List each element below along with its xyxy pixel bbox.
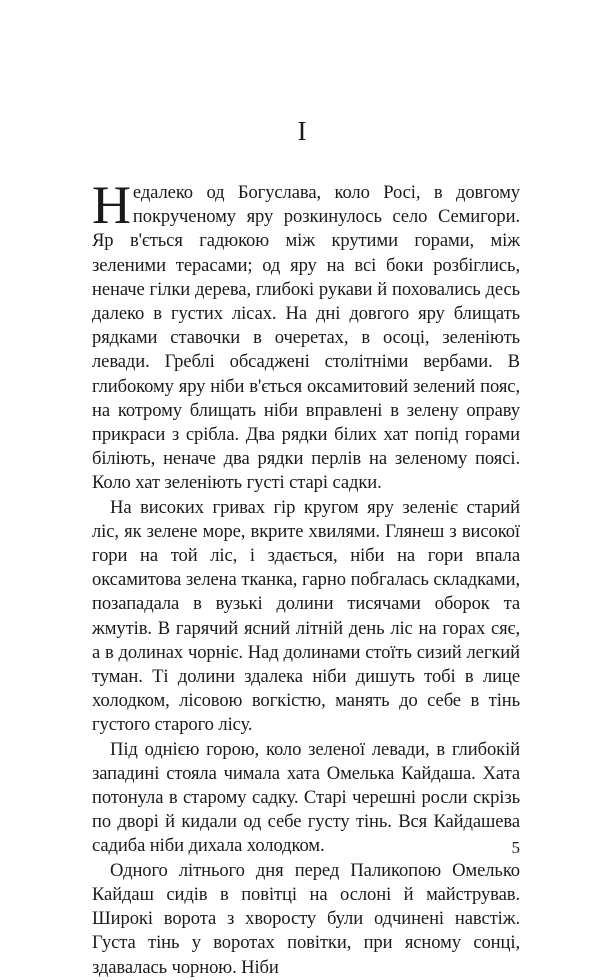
chapter-heading: I	[297, 116, 307, 146]
paragraph-4: Одного літнього дня перед Паликопою Омелько Кайдаш сидів в повітці на ослоні й майстрував. Широкі ворота з хворосту були одчинені навстіж. Густа тінь у воротах повітки, при ясному сонці, здавалась чорною. Ніби	[92, 859, 520, 978]
drop-cap: Н	[92, 175, 131, 235]
paragraph-1-text: едалеко од Богуслава, коло Росі, в довгому покрученому яру розкинулось село Семигори. Яр в'ється гадюкою між крутими горами, між зеленими терасами; од яру на всі боки розбіглись, неначе гілки дерева, глибокі рукави й поховались десь далеко в густих лісах. На дні довгого яру блищать рядками ставочки в очеретах, в осоці, зеленіють левади. Греблі обсаджені столітніми вербами. В глибокому яру ніби в'ється оксамитовий зелений пояс, на котрому блищать ніби вправлені в зелену оправу прикраси з срібла. Два рядки білих хат попід горами біліють, неначе два рядки перлів на зеленому поясі. Коло хат зеленіють густі старі садки.	[92, 182, 520, 494]
body-text	[92, 175, 520, 980]
paragraph-2: На високих гривах гір кругом яру зеленіє старий ліс, як зелене море, вкрите хвилями. Глянеш з високої гори на той ліс, і здається, ніби на гори впала оксамитова зелена тканка, гарно побгалась складками, позападала в вузькі долини тисячами оборок та жмутів. В гарячий ясний літній день ліс на горах сяє, а в долинах чорніє. Над долинами стоїть сизий легкий туман. Ті долини здалека ніби дишуть тобі в лице холодком, лісовою вогкістю, манять до себе в тінь густого старого лісу.	[92, 496, 520, 736]
paragraph-3: Під однією горою, коло зеленої левади, в глибокій западині стояла чимала хата Омелька Кайдаша. Хата потонула в старому садку. Старі черешні росли скрізь по дворі й кидали од себе густу тінь. Вся Кайдашева садиба ніби дихала холодком.	[92, 738, 520, 857]
page-number: 5	[511, 838, 520, 857]
paragraph-1	[92, 175, 520, 496]
